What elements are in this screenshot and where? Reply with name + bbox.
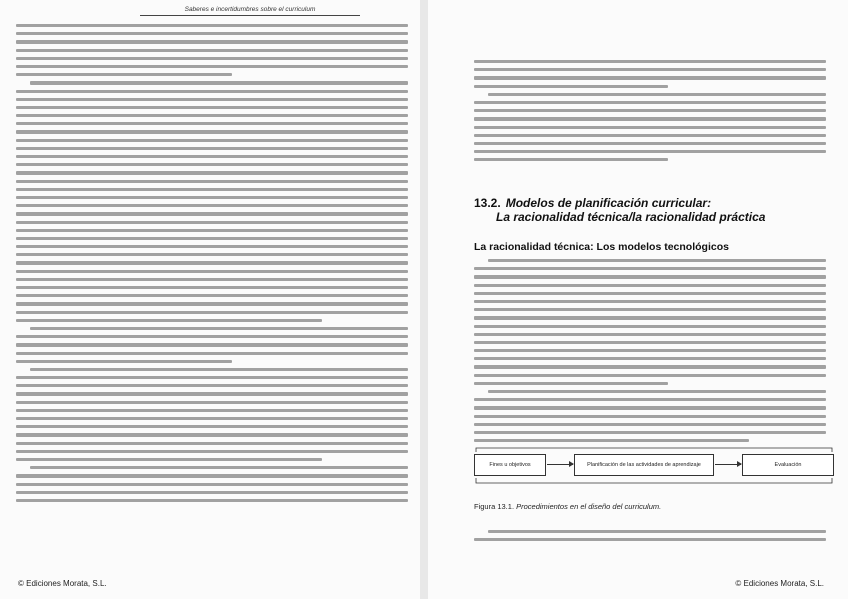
text-line xyxy=(16,417,408,420)
text-line xyxy=(16,171,408,174)
text-line xyxy=(16,229,408,232)
text-line xyxy=(16,73,232,76)
text-line xyxy=(474,101,826,104)
text-line xyxy=(16,343,408,346)
text-line xyxy=(16,278,408,281)
text-line xyxy=(16,221,408,224)
text-line xyxy=(16,49,408,52)
text-line xyxy=(474,382,668,385)
text-line xyxy=(474,134,826,137)
text-line xyxy=(30,368,408,371)
text-line xyxy=(488,93,826,96)
text-line xyxy=(474,431,826,434)
figure-flowchart xyxy=(474,446,834,486)
figure-caption-label: Figura 13.1. xyxy=(474,502,515,511)
text-line xyxy=(474,267,826,270)
text-line xyxy=(474,308,826,311)
text-line xyxy=(16,319,322,322)
text-line xyxy=(16,32,408,35)
flow-arrow-icon xyxy=(715,464,741,465)
section-heading xyxy=(474,196,834,224)
right-footer-text: Ediciones Morata, S.L. xyxy=(743,579,824,588)
left-body-text xyxy=(16,24,408,507)
text-line xyxy=(16,311,408,314)
text-line xyxy=(16,261,408,264)
copyright-icon: © xyxy=(18,579,27,588)
text-line xyxy=(474,292,826,295)
text-line xyxy=(474,333,826,336)
text-line xyxy=(16,450,408,453)
subsection-heading: La racionalidad técnica: Los modelos tecnológicos xyxy=(474,241,729,253)
text-line xyxy=(474,284,826,287)
text-line xyxy=(16,286,408,289)
left-footer xyxy=(18,579,107,588)
text-line xyxy=(16,139,408,142)
text-line xyxy=(474,341,826,344)
text-line xyxy=(16,130,408,133)
text-line xyxy=(16,40,408,43)
text-line xyxy=(474,126,826,129)
text-line xyxy=(474,142,826,145)
text-line xyxy=(16,98,408,101)
text-line xyxy=(16,253,408,256)
text-line xyxy=(474,109,826,112)
flow-arrow-icon xyxy=(547,464,573,465)
text-line xyxy=(474,398,826,401)
text-line xyxy=(16,425,408,428)
text-line xyxy=(16,302,408,305)
section-number: 13.2. xyxy=(474,196,501,210)
figure-caption xyxy=(474,502,834,511)
text-line xyxy=(474,316,826,319)
flow-box-evaluation: Evaluación xyxy=(742,454,834,476)
left-footer-text: Ediciones Morata, S.L. xyxy=(26,579,107,588)
text-line xyxy=(16,57,408,60)
text-line xyxy=(16,245,408,248)
text-line xyxy=(16,106,408,109)
text-line xyxy=(16,409,408,412)
text-line xyxy=(16,155,408,158)
text-line xyxy=(488,390,826,393)
text-line xyxy=(16,188,408,191)
text-line xyxy=(474,415,826,418)
text-line xyxy=(16,204,408,207)
right-body-text-middle xyxy=(474,259,826,447)
copyright-icon: © xyxy=(735,579,744,588)
text-line xyxy=(16,24,408,27)
text-line xyxy=(16,270,408,273)
text-line xyxy=(16,376,408,379)
text-line xyxy=(16,499,408,502)
text-line xyxy=(474,325,826,328)
text-line xyxy=(16,360,232,363)
text-line xyxy=(474,300,826,303)
text-line xyxy=(474,365,826,368)
text-line xyxy=(16,384,408,387)
text-line xyxy=(474,374,826,377)
text-line xyxy=(30,327,408,330)
text-line xyxy=(16,433,408,436)
text-line xyxy=(474,60,826,63)
text-line xyxy=(16,458,322,461)
flow-box-objectives: Fines u objetivos xyxy=(474,454,546,476)
text-line xyxy=(16,483,408,486)
left-running-head: Saberes e incertidumbres sobre el curriculum xyxy=(140,6,360,16)
text-line xyxy=(474,85,668,88)
section-title: Modelos de planificación curricular: xyxy=(505,196,712,210)
text-line xyxy=(16,147,408,150)
text-line xyxy=(474,68,826,71)
text-line xyxy=(474,439,749,442)
text-line xyxy=(16,352,408,355)
text-line xyxy=(474,275,826,278)
book-gutter xyxy=(420,0,428,599)
flow-box-activities: Planificación de las actividades de aprendizaje xyxy=(574,454,714,476)
text-line xyxy=(16,163,408,166)
text-line xyxy=(474,423,826,426)
right-page xyxy=(428,0,848,599)
text-line xyxy=(474,117,826,120)
text-line xyxy=(474,150,826,153)
text-line xyxy=(16,212,408,215)
text-line xyxy=(474,357,826,360)
text-line xyxy=(16,491,408,494)
text-line xyxy=(474,349,826,352)
text-line xyxy=(16,401,408,404)
text-line xyxy=(16,392,408,395)
text-line xyxy=(16,237,408,240)
text-line xyxy=(16,65,408,68)
text-line xyxy=(16,90,408,93)
text-line xyxy=(488,259,826,262)
section-subtitle: La racionalidad técnica/la racionalidad práctica xyxy=(496,210,766,224)
right-body-text-bottom xyxy=(474,530,826,546)
text-line xyxy=(16,474,408,477)
right-footer xyxy=(735,579,824,588)
text-line xyxy=(16,335,408,338)
text-line xyxy=(16,180,408,183)
text-line xyxy=(474,406,826,409)
text-line xyxy=(474,538,826,541)
right-body-text-top xyxy=(474,60,826,166)
text-line xyxy=(16,196,408,199)
text-line xyxy=(16,442,408,445)
text-line xyxy=(30,466,408,469)
text-line xyxy=(16,114,408,117)
text-line xyxy=(16,294,408,297)
text-line xyxy=(488,530,826,533)
text-line xyxy=(474,158,668,161)
left-page xyxy=(0,0,420,599)
text-line xyxy=(474,76,826,79)
text-line xyxy=(16,122,408,125)
text-line xyxy=(30,81,408,84)
figure-caption-text: Procedimientos en el diseño del curriculum. xyxy=(516,502,662,511)
